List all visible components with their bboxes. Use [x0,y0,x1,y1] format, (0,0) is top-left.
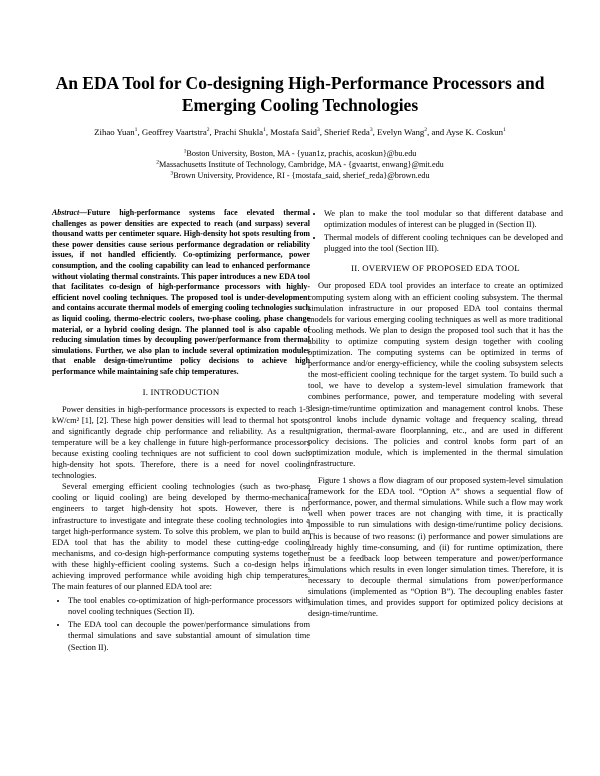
abstract [52,208,310,378]
author: Sherief Reda$^3$ [324,127,373,137]
section-heading-introduction: I. INTRODUCTION [142,386,220,397]
author-list: Zihao Yuan$^1$, Geoffrey Vaartstra$^2$, Prachi Shukla$^1$, Mostafa Said$^3$, Sherief Reda$^3$, Evelyn Wang$^2$, and Ayse K. Coskun$^1$ [94,127,506,137]
right-column [308,208,563,619]
author: Prachi Shukla$^1$ [213,127,266,137]
paper-title: An EDA Tool for Co-designing High-Performance Processors and Emerging Cooling Technologies [55,73,545,115]
intro-paragraph: Several emerging efficient cooling technologies (such as two-phase cooling or liquid cooling) are being developed by thermo-mechanical engineers to target high-density hot spots. However, there is no infrastructure to investigate and integrate these cooling technologies into a target high-performance system. To solve this problem, we plan to build an EDA tool that has the ability to model these cutting-edge cooling mechanisms, and co-design high-performance computing systems together with these highly-efficient cooling systems. Such a co-design helps in achieving improved performance while avoiding high chip temperatures. The main features of our planned EDA tool are: [52,482,310,592]
affiliation: $^3$Brown University, Providence, RI - {mostafa_said, sherief_reda}@brown.edu [170,169,430,180]
feature-item: • The EDA tool can decouple the power/performance simulations from thermal simulations and save substantial amount of simulation time (Section II). [68,619,310,652]
overview-paragraph: Our proposed EDA tool provides an interface to create an optimized computing system along with an efficient cooling subsystem. The thermal simulation infrastructure in our proposed EDA tool contains thermal models for various emerging cooling techniques as well as more traditional cooling methods. We plan to design the proposed tool such that it has the ability to optimize computing system design together with cooling optimization. The computing systems can be optimized in terms of performance and/or energy-efficiency, while the cooling subsystem selects the most-efficient cooling technique for the target system. To build such a tool, we have to develop a system-level simulation framework that combines performance, power, and temperature modeling with several design-time/runtime optimization and management control knobs. These control knobs include dynamic voltage and frequency scaling, thread migration, thermal-aware floorplanning, etc., and are used in different policy decisions. The policies and control knobs form part of an optimization module, which is implemented in the thermal simulation infrastructure. [308,281,563,468]
feature-item: • The tool enables co-optimization of high-performance processors with novel cooling techniques (Section II). [68,595,310,617]
feature-item: • Thermal models of different cooling techniques can be developed and plugged into the tool (Section III). [324,232,563,254]
affiliation-list [40,149,560,181]
author: Evelyn Wang$^2$ [377,127,428,137]
affiliation: $^2$Massachusetts Institute of Technology, Cambridge, MA - {gvaartst, enwang}@mit.edu [156,159,444,169]
author: Mostafa Said$^3$ [270,127,320,137]
author: Geoffrey Vaartstra$^2$ [141,127,210,137]
abstract-lead: Abstract [52,208,80,217]
author: Zihao Yuan$^1$ [94,127,138,137]
intro-paragraph: Power densities in high-performance processors is expected to reach 1-5 kW/cm² [1], [2]. These high power densities will lead to thermal hot spots, and significantly degrade chip performance and reliability. As a result, temperature will be a key challenge in future high-performance processors because existing cooling techniques are not sufficient to cool down such high-density hot spots. Therefore, there is a need for novel cooling technologies. [52,404,310,481]
affiliation: $^1$Boston University, Boston, MA - {yuan1z, prachis, acoskun}@bu.edu [183,148,417,158]
feature-list-continued [308,208,563,254]
section-heading-overview: II. OVERVIEW OF PROPOSED EDA TOOL [351,263,520,274]
abstract-body: —Future high-performance systems face elevated thermal challenges as power densities are expected to reach (and surpass) several thousand watts per centimeter square. High-density hot spots resulting from these power densities cause serious performance degradation or reliability issues, if not handled efficiently. Co-optimizing performance, power consumption, and the cooling capability can lead to enhanced performance without violating thermal constraints. This paper introduces a new EDA tool that facilitates co-design of high-performance processors with highly-efficient novel cooling techniques. The proposed tool is under-development and contains accurate thermal models of emerging cooling technologies such as liquid cooling, thermo-electric coolers, two-phase cooling, phase change material, or a hybrid cooling design. The planned tool is also capable of reducing simulation times by decoupling power/performance from thermal simulations. Further, we also plan to include several optimization modules that enable design-time/runtime policy decisions to achieve high performance while maintaining safe chip temperatures. [52,208,310,376]
left-column [52,208,310,655]
feature-item: • We plan to make the tool modular so that different database and optimization modules of interest can be plugged in (Section II). [324,208,563,230]
overview-paragraph: Figure 1 shows a flow diagram of our proposed system-level simulation framework for the EDA tool. “Option A” shows a sequential flow of performance, power, and thermal simulations. While such a flow may work well when power traces are not changing with time, it is practically impossible to run simulations with design-time/runtime policy decisions. This is because of two reasons: (i) performance and power simulations are already highly time-consuming, and (ii) for runtime optimization, there must be a feedback loop between temperature and power/performance simulations which results in even longer simulation times. Therefore, it is necessary to decouple thermal simulations from power/performance simulations (implemented as “Option B”). The decoupling enables faster simulation times, and provides support for optimized policy decisions at design-time/runtime. [308,476,563,619]
author: Ayse K. Coskun$^1$ [445,127,506,137]
feature-list [52,595,310,652]
